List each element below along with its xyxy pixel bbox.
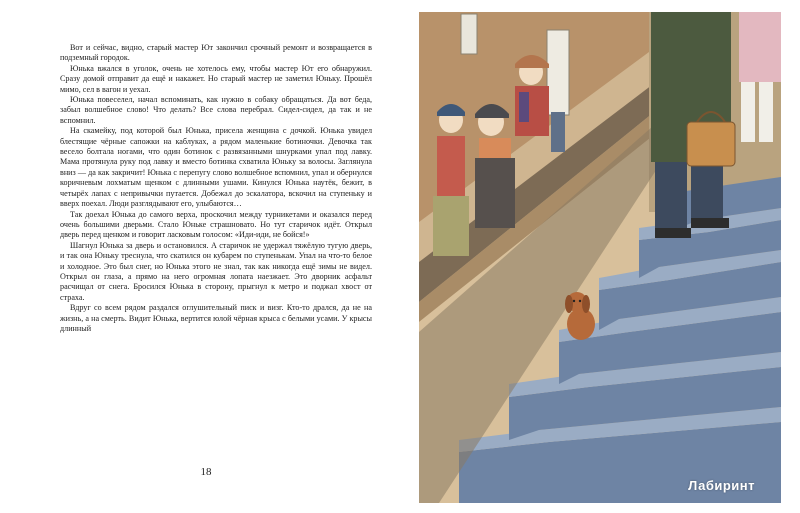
paragraph: Так доехал Юнька до самого верха, проскочил между турникетами и оказался перед очень большими дверьми. Стало Юньке страшновато. Но тут старичок идёт. Открыл дверь перед щенком и говорит ласковым голосом: «Иди-иди, не бойся!» (60, 209, 372, 240)
paragraph: Вот и сейчас, видно, старый мастер Ют закончил срочный ремонт и возвращается в подземный городок. (60, 43, 372, 63)
watermark-logo: Лабиринт (688, 478, 755, 493)
body-text (60, 43, 372, 334)
escalator-scene-illustration (419, 12, 781, 503)
paragraph: Юнька вжался в уголок, очень не хотелось ему, чтобы мастер Ют его обнаружил. Сразу домой отправит да ещё и накажет. Но старый мастер не заметил Юньку. Прошёл мимо, сел в вагон и уехал. (60, 63, 372, 94)
paragraph: Шагнул Юнька за дверь и остановился. А старичок не удержал тяжёлую тугую дверь, и так она Юньку треснула, что скатился он кубарем по ступенькам. Упал на что-то белое и холодное. Это был снег, но Юнька этого не знал, так как никогда ещё зимы не видел. Открыл он глаза, а прямо на него огромная лопата наезжает. Это дворник асфальт расчищал от снега. Бросился Юнька в сторону, прыгнул к метро и поджал хвост от страха. (60, 240, 372, 302)
paragraph: Вдруг со всем рядом раздался оглушительный писк и визг. Кто-то дрался, да не на жизнь, а на смерть. Видит Юнька, вертится юлой чёрная крыса с белыми усами. У крысы длинный (60, 303, 372, 333)
paragraph: На скамейку, под которой был Юнька, присела женщина с дочкой. Юнька увидел блестящие чёрные сапожки на каблуках, а рядом маленькие ботиночки. Девочка так весело болтала ногами, что один ботинок с развязанными шнурками упал под лавку. Мама протянула руку под лавку и вместо ботинка схватила Юньку за волосы. Заглянула вниз — да как закричит! Юнька с перепугу слово волшебное вспомнил, упал и обернулся коричневым лохматым щенком с длинными ушами. Кинулся Юнька наутёк, бежит, в четырёх лапах с непривычки путается. Добежал до эскалатора, вскочил на ступеньку и вверх поехал. Люди разглядывают его, улыбаются… (60, 126, 372, 209)
paragraph: Юнька повеселел, начал вспоминать, как нужно в собаку обращаться. Да вот беда, забыл волшебное слово! Что делать? Все слова перебрал. Сидел-сидел, да так и не вспомнил. (60, 95, 372, 125)
page-number: 18 (200, 466, 212, 478)
